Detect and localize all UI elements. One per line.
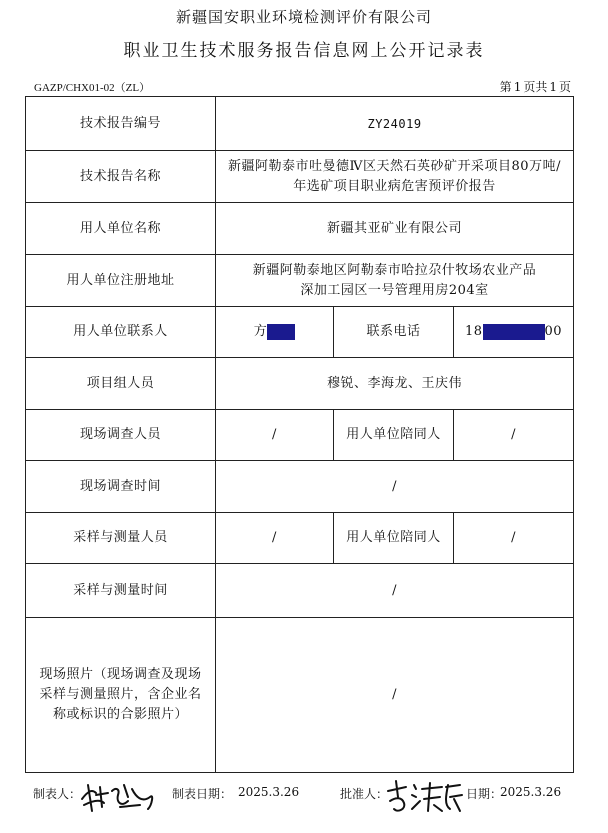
team-label: 项目组人员 [26, 358, 216, 410]
contact-label: 用人单位联系人 [26, 307, 216, 358]
approver-label: 批准人： [340, 787, 389, 801]
phone-suffix: 00 [544, 324, 563, 339]
form-title: 职业卫生技术服务报告信息网上公开记录表 [123, 41, 485, 61]
survey-staff-label: 现场调查人员 [26, 410, 216, 461]
sampling-time-value: / [216, 564, 574, 618]
phone-label: 联系电话 [334, 307, 454, 358]
page-current: 1 [513, 80, 522, 94]
table-row [26, 618, 574, 773]
page-number [499, 78, 572, 95]
table-row [26, 564, 574, 618]
date-label: 制表日期： [172, 787, 233, 801]
contact-person-name: 方 [253, 324, 268, 339]
redaction-block [483, 324, 545, 340]
survey-staff-value: / [216, 410, 334, 461]
team-value: 穆锐、李海龙、王庆伟 [216, 358, 574, 410]
contact-person [216, 307, 334, 358]
photos-label-line1: 现场照片（现场调查及现场 [39, 667, 202, 682]
photos-value: / [216, 618, 574, 773]
survey-time-label: 现场调查时间 [26, 461, 216, 513]
table-row [26, 307, 574, 358]
report-no-value: ZY24019 [216, 97, 574, 151]
address-label: 用人单位注册地址 [26, 255, 216, 307]
page-suffix: 页 [558, 80, 571, 94]
survey-accomp-label: 用人单位陪同人 [334, 410, 454, 461]
page-total: 1 [549, 80, 557, 94]
report-name-line2: 年选矿项目职业病危害预评价报告 [293, 178, 496, 194]
date2-label: 日期： [466, 787, 503, 801]
address-value [216, 255, 574, 307]
table-row [26, 255, 574, 307]
date2-value: 2025.3.26 [500, 785, 562, 799]
survey-time-value: / [216, 461, 574, 513]
redaction-block [267, 324, 295, 340]
form-code: GAZP/CHX01-02（ZL） [34, 82, 151, 94]
date-value: 2025.3.26 [238, 785, 300, 799]
sampling-time-label: 采样与测量时间 [26, 564, 216, 618]
address-line2: 深加工园区一号管理用房204室 [300, 282, 489, 298]
table-row [26, 203, 574, 255]
photos-label [26, 618, 216, 773]
employer-value: 新疆其亚矿业有限公司 [216, 203, 574, 255]
survey-accomp-value: / [454, 410, 574, 461]
report-name-line1: 新疆阿勒泰市吐曼德Ⅳ区天然石英砂矿开采项目80万吨/ [228, 158, 561, 174]
table-row [26, 461, 574, 513]
record-table [25, 96, 574, 773]
phone-value [454, 307, 574, 358]
report-no-label: 技术报告编号 [26, 97, 216, 151]
address-line1: 新疆阿勒泰地区阿勒泰市哈拉尕什牧场农业产品 [252, 262, 537, 278]
table-row [26, 358, 574, 410]
maker-label: 制表人： [33, 787, 82, 801]
table-row [26, 97, 574, 151]
sampling-accomp-label: 用人单位陪同人 [334, 513, 454, 564]
sampling-staff-value: / [216, 513, 334, 564]
page-prefix: 第 [499, 80, 512, 94]
phone-prefix: 18 [464, 324, 483, 339]
approver-signature [384, 777, 466, 817]
report-name-value [216, 151, 574, 203]
report-name-label: 技术报告名称 [26, 151, 216, 203]
table-row [26, 151, 574, 203]
footer [0, 783, 608, 823]
page-mid: 页共 [523, 80, 548, 94]
sampling-accomp-value: / [454, 513, 574, 564]
photos-label-line2: 采样与测量照片，含企业名 [39, 687, 202, 702]
employer-label: 用人单位名称 [26, 203, 216, 255]
photos-label-line3: 称或标识的合影照片） [52, 707, 188, 722]
company-name: 新疆国安职业环境检测评价有限公司 [175, 8, 432, 26]
table-row [26, 513, 574, 564]
table-row [26, 410, 574, 461]
sampling-staff-label: 采样与测量人员 [26, 513, 216, 564]
maker-signature [78, 777, 158, 817]
